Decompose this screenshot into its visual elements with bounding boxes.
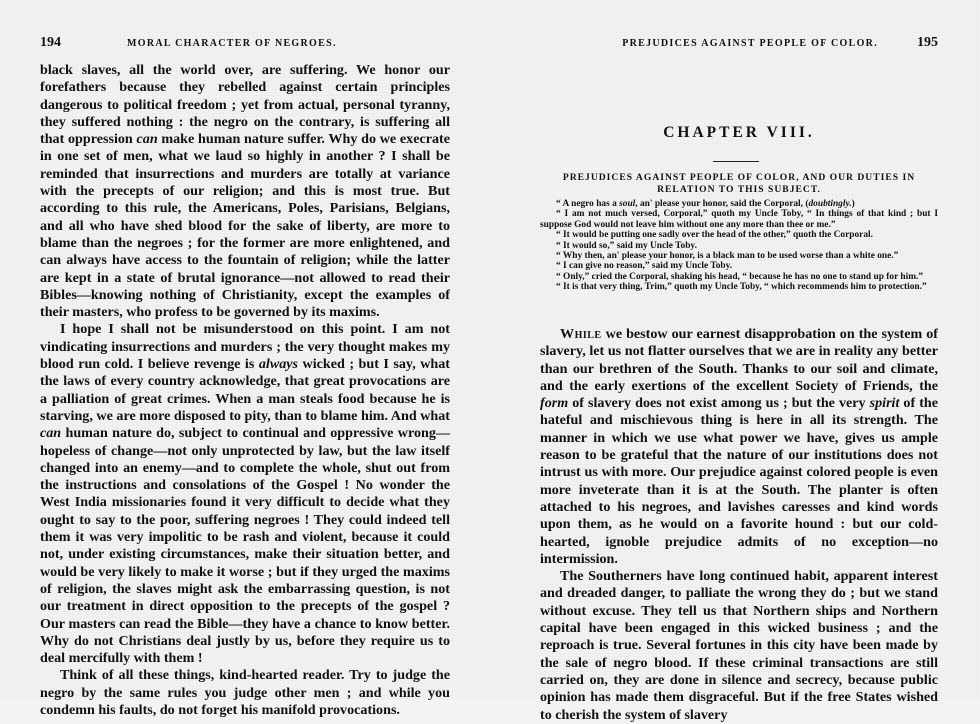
epigraph-line bbox=[540, 241, 938, 251]
paragraph bbox=[40, 321, 450, 667]
page-number-left: 194 bbox=[40, 35, 61, 50]
epigraph-line bbox=[540, 282, 938, 292]
left-running-head bbox=[40, 35, 450, 54]
chapter-divider-rule bbox=[713, 161, 759, 162]
chapter-title: CHAPTER VIII. bbox=[663, 124, 815, 141]
text-run: The Southerners have long continued habit, apparent interest and dreaded danger, to palliate the wrong they do ; but we stand without excuse. They tell us that Northern ships and Northern capital have been engaged in this wicked business ; and the reproach is true. Several fortunes in this city have been made by the sale of negro blood. If these criminal transactions are still carried on, they are done in silence and secrecy, because public opinion has made them disgraceful. But if the free States wished to cherish the system of slavery bbox=[540, 568, 938, 723]
epigraph-line bbox=[540, 230, 938, 240]
paragraph bbox=[540, 568, 938, 724]
text-run: black slaves, all the world over, are suffering. We honor our forefathers because they rebelled against certain principles dangerous to political freedom ; yet from actual, personal tyranny, they suffered nothing : the negro on the contrary, is suffering all that oppression bbox=[40, 62, 450, 148]
paragraph bbox=[40, 62, 450, 321]
text-run: wicked ; but I say, what the laws of every country acknowledge, that great provocations are a palliation of great crimes. When a man steals food because he is starving, we are more disposed to pity, than to blame him. And what bbox=[40, 356, 450, 424]
chapter-subtitle-line-1: PREJUDICES AGAINST PEOPLE OF COLOR, AND OUR DUTIES IN bbox=[562, 172, 916, 183]
right-page bbox=[540, 0, 939, 723]
text-run: “ It would be putting one sadly over the head of the other,” quoth the Corporal. bbox=[556, 230, 873, 241]
text-run: I hope I shall not be misunderstood on this point. I am not vindicating insurrections and murders ; the very thought makes my blood run cold. I believe revenge is bbox=[40, 321, 450, 373]
epigraph bbox=[540, 199, 938, 293]
text-run: , an' please your honor, said the Corporal, ( bbox=[635, 199, 809, 209]
epigraph-line bbox=[540, 272, 938, 282]
text-run: of the hateful and mischievous thing is here in all its strength. The manner in which we use what power we have, gives us ample reason to be grateful that the nature of our institutions does not intrust us with more. Our prejudice against colored people is even more inveterate than it is at the South. The planter is often attached to his negroes, and lavishes caresses and kind words upon them, as he would on a favorite hound : but our cold-hearted, ignoble prejudice admits of no exception—no intermission. bbox=[540, 395, 939, 567]
paragraph bbox=[540, 326, 938, 568]
italic-text: can bbox=[136, 131, 158, 148]
chapter-subtitle-line-2: RELATION TO THIS SUBJECT. bbox=[657, 184, 821, 195]
text-run: “ Only,” cried the Corporal, shaking his head, “ because he has no one to stand up for him.” bbox=[556, 271, 924, 282]
chapter-subtitle bbox=[540, 172, 938, 196]
text-run: “ It would so,” said my Uncle Toby. bbox=[556, 240, 697, 251]
left-page bbox=[40, 0, 450, 718]
right-body-text bbox=[540, 326, 938, 724]
italic-text: spirit bbox=[869, 395, 900, 412]
paragraph bbox=[40, 667, 450, 719]
epigraph-line bbox=[540, 251, 938, 261]
italic-text: doubtingly. bbox=[808, 199, 852, 209]
text-run: “ It is that very thing, Trim,” quoth my Uncle Toby, “ which recommends him to protection.” bbox=[556, 282, 927, 293]
page-number-right: 195 bbox=[917, 35, 938, 50]
text-run: “ I am not much versed, Corporal,” quoth my Uncle Toby, “ In things of that kind ; but I suppose God would not leave him without one any more than thee or me.” bbox=[540, 209, 938, 230]
italic-text: can bbox=[40, 425, 62, 442]
text-run: “ Why then, an' please your honor, is a black man to be used worse than a white one.” bbox=[556, 251, 899, 262]
running-head-title-right: PREJUDICES AGAINST PEOPLE OF COLOR. bbox=[622, 38, 878, 49]
text-run: “ A negro has a bbox=[556, 199, 620, 209]
left-body-text bbox=[40, 62, 450, 719]
text-run: make human nature suffer. Why do we execrate in one set of men, what we laud so highly in another ? I shall be reminded that insurrections and murders are totally at variance with the precepts of our religion; and this is most true. But according to this rule, the Americans, Poles, Parisians, Belgians, and all who have shed blood for the sake of liberty, are more to blame than the negroes ; for the former are more enlightened, and can always have access to the fountain of religion; while the latter are kept in a state of brutal ignorance—not allowed to read their Bibles—knowing nothing of Christianity, except the examples of their masters, who profess to be governed by its maxims. bbox=[40, 131, 450, 321]
text-run: of slavery does not exist among us ; but the very bbox=[568, 395, 870, 412]
epigraph-line bbox=[540, 261, 938, 271]
text-run: ) bbox=[851, 199, 855, 209]
italic-text: form bbox=[540, 395, 569, 412]
text-run: we bestow our earnest disapprobation on the system of slavery, let us not flatter ourselves that we are in reality any better than our brethren of the South. Thanks to our soil and climate, and the early exertions of the excellent Society of Friends, the bbox=[540, 326, 938, 394]
right-running-head bbox=[540, 35, 938, 54]
text-run: Think of all these things, kind-hearted reader. Try to judge the negro by the same rules you judge other men ; and while you condemn his faults, do not forget his manifold provocations. bbox=[40, 667, 450, 718]
text-run: “ I can give no reason,” said my Uncle Toby. bbox=[556, 261, 733, 272]
text-run: human nature do, subject to continual and oppressive wrong—hopeless of change—not only unprotected by law, but the law itself changed into an enemy—and to complete the whole, shut out from the instructions and consolations of the Gospel ! No wonder the West India missionaries found it very difficult to decide what they ought to say to the poor, suffering negroes ! They could indeed tell them it was very impolitic to be rash and violent, because it could not, under existing circumstances, make their situation better, and would be very likely to make it worse ; but if they urged the maxims of religion, the slaves might ask the embarrassing question, is not our treatment in direct opposition to the precepts of the gospel ? Our masters can read the Bible—they have a chance to know better. Why do not Christians deal justly by us, before they require us to deal mercifully with them ! bbox=[40, 425, 450, 667]
lead-word-smallcaps: While bbox=[560, 326, 602, 342]
italic-text: soul bbox=[619, 199, 636, 209]
epigraph-line bbox=[540, 209, 938, 230]
epigraph-line bbox=[540, 199, 938, 209]
italic-text: always bbox=[258, 356, 299, 373]
running-head-title-left: MORAL CHARACTER OF NEGROES. bbox=[127, 38, 337, 49]
